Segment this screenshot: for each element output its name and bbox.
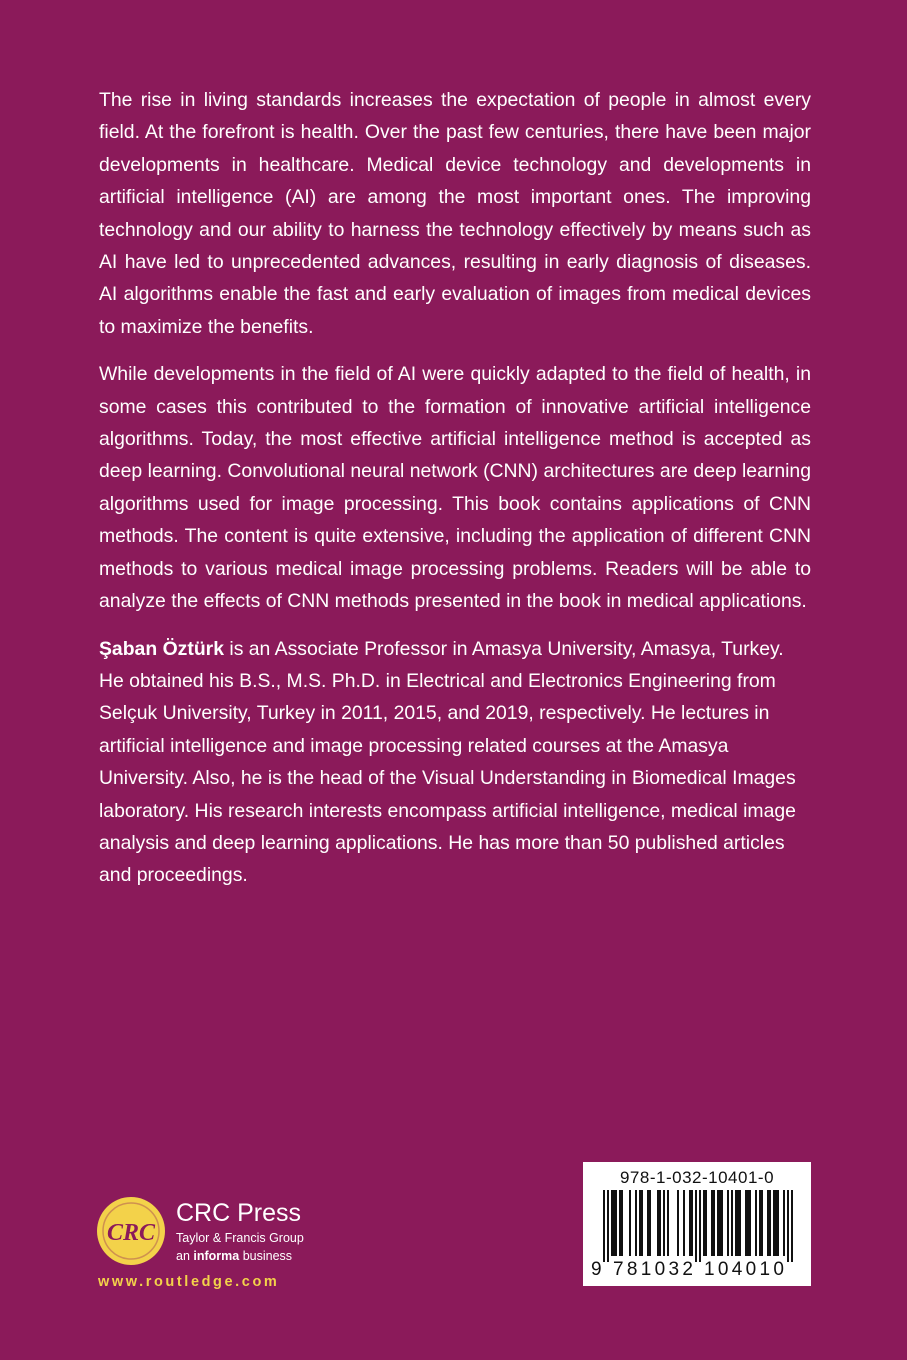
barcode-bar: [791, 1190, 793, 1262]
barcode-bar: [641, 1190, 643, 1256]
barcode-bar: [603, 1190, 605, 1262]
author-bio: [99, 633, 811, 892]
barcode-bar: [677, 1190, 679, 1256]
barcode-lead-digit: 9: [591, 1259, 602, 1280]
publisher-name: CRC Press: [176, 1199, 302, 1227]
barcode-bar: [683, 1190, 685, 1256]
barcode-bar: [727, 1190, 729, 1256]
barcode-bar: [705, 1190, 707, 1256]
barcode-bar: [689, 1190, 691, 1256]
author-bio-text: is an Associate Professor in Amasya University, Amasya, Turkey. He obtained his B.S., M.S. Ph.D. in Electrical and Electronics Engineering from Selçuk University, Turkey in 2011, 2015, and 2019, respectively. He lectures in artificial intelligence and image processing related courses at the Amasya University. Also, he is the head of the Visual Understanding in Biomedical Images laboratory. His research interests encompass artificial intelligence, medical image analysis and deep learning applications. He has more than 50 published articles and proceedings.: [99, 637, 796, 887]
barcode-bar: [759, 1190, 761, 1256]
crc-logo-text: CRC: [106, 1220, 156, 1246]
barcode-bar: [761, 1190, 763, 1256]
barcode-bar: [767, 1190, 769, 1256]
barcode-bar: [735, 1190, 737, 1256]
barcode-bar: [719, 1190, 721, 1256]
barcode-bar: [703, 1190, 705, 1256]
barcode-bar: [739, 1190, 741, 1256]
description-paragraph-1: The rise in living standards increases the expectation of people in almost every field. At the forefront is health. Over the past few centuries, there have been major developments in healthcare. Medical device technology and developments in artificial intelligence (AI) are among the most important ones. The improving technology and our ability to harness the technology effectively by means such as AI have led to unprecedented advances, resulting in early diagnosis of diseases. AI algorithms enable the fast and early evaluation of images from medical devices to maximize the benefits.: [99, 89, 811, 338]
barcode-digit-group-1: 781032: [613, 1259, 697, 1280]
publisher-website: www.routledge.com: [98, 1274, 280, 1290]
barcode-bar: [721, 1190, 723, 1256]
barcode-bar: [649, 1190, 651, 1256]
barcode-bars: [591, 1190, 803, 1262]
barcode-bar: [659, 1190, 661, 1256]
author-name: Şaban Öztürk: [99, 637, 224, 660]
barcode-bar: [717, 1190, 719, 1256]
barcode-bar: [737, 1190, 739, 1256]
publisher-business: [176, 1248, 292, 1264]
barcode-bar: [621, 1190, 623, 1256]
barcode-bar: [713, 1190, 715, 1256]
barcode-bar: [607, 1190, 609, 1262]
publisher-block: [96, 1196, 336, 1296]
back-cover-copy: [99, 84, 811, 907]
barcode-bar: [695, 1190, 697, 1262]
barcode-bar: [699, 1190, 701, 1262]
barcode-bar: [749, 1190, 751, 1256]
isbn-barcode: [583, 1162, 811, 1286]
barcode-bar: [613, 1190, 615, 1256]
business-suffix: business: [239, 1249, 293, 1263]
barcode-bar: [773, 1190, 775, 1256]
isbn-number: 978-1-032-10401-0: [619, 1168, 775, 1187]
barcode-bar: [745, 1190, 747, 1256]
barcode-bar: [691, 1190, 693, 1256]
description-paragraph-2: While developments in the field of AI were quickly adapted to the field of health, in some cases this contributed to the formation of innovative artificial intelligence algorithms. Today, the most effective artificial intelligence method is accepted as deep learning. Convolutional neural network (CNN) architectures are deep learning algorithms used for image processing. This book contains applications of CNN methods. The content is quite extensive, including the application of different CNN methods to various medical image processing problems. Readers will be able to analyze the effects of CNN methods presented in the book in medical applications.: [99, 363, 811, 613]
publisher-group: Taylor & Francis Group: [176, 1231, 304, 1245]
barcode-digit-group-2: 104010: [704, 1259, 788, 1280]
barcode-bar: [731, 1190, 733, 1256]
barcode-bar: [783, 1190, 785, 1256]
barcode-bar: [667, 1190, 669, 1256]
barcode-bar: [657, 1190, 659, 1256]
barcode-bar: [769, 1190, 771, 1256]
barcode-bar: [619, 1190, 621, 1256]
barcode-bar: [787, 1190, 789, 1262]
barcode-bar: [663, 1190, 665, 1256]
barcode-bar: [629, 1190, 631, 1256]
barcode-bar: [775, 1190, 777, 1256]
barcode-bar: [635, 1190, 637, 1256]
barcode-bar: [711, 1190, 713, 1256]
barcode-bar: [615, 1190, 617, 1256]
crc-press-logo: [96, 1196, 166, 1266]
barcode-bar: [647, 1190, 649, 1256]
barcode-bar: [611, 1190, 613, 1256]
barcode-bar: [777, 1190, 779, 1256]
barcode-bar: [755, 1190, 757, 1256]
barcode-bar: [639, 1190, 641, 1256]
business-prefix: an: [176, 1249, 194, 1263]
barcode-bar: [747, 1190, 749, 1256]
business-brand: informa: [193, 1249, 240, 1263]
